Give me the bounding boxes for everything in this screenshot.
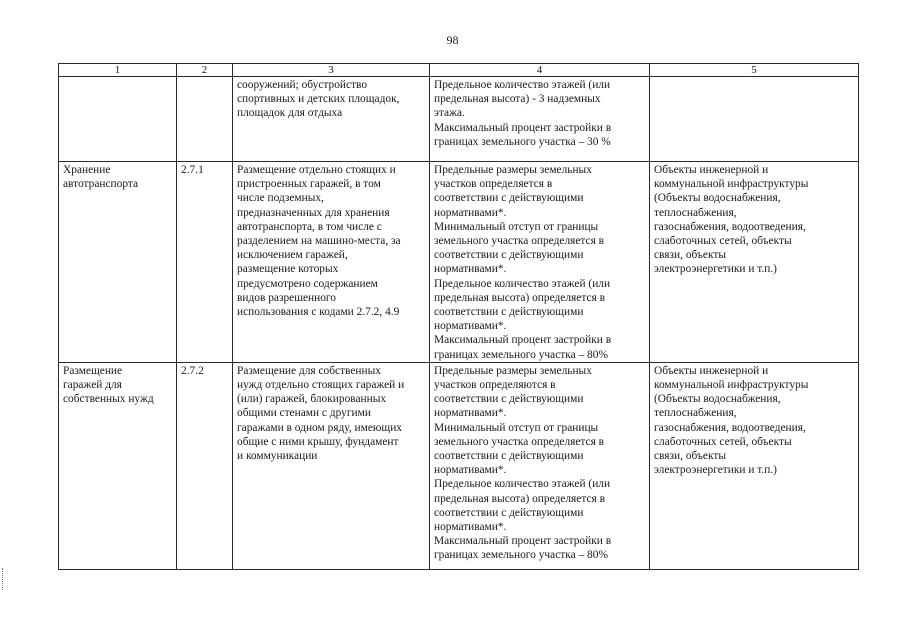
cell-text-line: Размещение для собственных [237, 364, 381, 377]
cell-text-line: земельного участка определяется в [434, 435, 605, 448]
auxiliary-uses-cell [650, 162, 859, 363]
cell-text-line: предназначенных для хранения [237, 206, 390, 219]
cell-text-line: Предельное количество этажей (или [434, 478, 611, 491]
land-use-table [58, 63, 859, 570]
cell-text-line: Размещение отдельно стоящих и [237, 164, 396, 176]
table-row [59, 162, 859, 363]
cell-text-line: нормативами*. [434, 320, 507, 333]
cell-text-line: спортивных и детских площадок, [237, 93, 400, 106]
cell-text-line: предельная высота) - 3 надземных [434, 93, 601, 106]
cell-text-line: Минимальный отступ от границы [434, 220, 599, 233]
use-name-cell [59, 362, 177, 569]
cell-text-line: Предельное количество этажей (или [434, 277, 611, 290]
table-row [59, 77, 859, 162]
page-number: 98 [446, 33, 459, 47]
cell-text-line: границах земельного участка – 80% [434, 348, 608, 361]
cell-text-line: площадок для отдыха [237, 107, 343, 120]
cell-text-line: газоснабжения, водоотведения, [654, 421, 806, 434]
cell-text-line: теплоснабжения, [654, 206, 737, 219]
scan-margin-mark [2, 568, 9, 590]
cell-text-line: автотранспорта [63, 178, 139, 191]
cell-text-line: соответствии с действующими [434, 393, 584, 406]
cell-text-line: числе подземных, [237, 192, 324, 205]
cell-text-line: и коммуникации [237, 450, 318, 463]
cell-text-line: нормативами*. [434, 263, 507, 276]
auxiliary-uses-cell [650, 77, 859, 162]
cell-text-line: Объекты инженерной и [654, 164, 769, 176]
use-description-cell [233, 77, 430, 162]
cell-text-line: Предельное количество этажей (или [434, 79, 611, 91]
cell-text-line: коммунальной инфраструктуры [654, 178, 809, 191]
cell-text-line: предельная высота) определяется в [434, 492, 605, 505]
cell-text-line: границах земельного участка – 30 % [434, 135, 611, 148]
auxiliary-uses-cell [650, 362, 859, 569]
building-parameters-cell [430, 362, 650, 569]
cell-text-line: границах земельного участка – 80% [434, 549, 608, 562]
cell-text-line: видов разрешенного [237, 291, 336, 304]
building-parameters-cell [430, 77, 650, 162]
cell-text-line: соответствии с действующими [434, 249, 584, 262]
cell-text-line: участков определяются в [434, 379, 556, 392]
cell-text-line: Предельные размеры земельных [434, 364, 592, 377]
cell-text-line: Размещение [63, 364, 123, 377]
use-code-cell: 2.7.1 [177, 162, 233, 363]
cell-text-line: нужд отдельно стоящих гаражей и [237, 379, 405, 392]
building-parameters-cell [430, 162, 650, 363]
cell-text-line: общими стенами с другими [237, 407, 371, 420]
cell-text-line: автотранспорта, в том числе с [237, 220, 382, 233]
cell-text-line: Хранение [63, 164, 111, 176]
cell-text-line: Объекты инженерной и [654, 364, 769, 377]
cell-text-line: соответствии с действующими [434, 506, 584, 519]
use-code-cell: 2.7.2 [177, 362, 233, 569]
use-code-cell [177, 77, 233, 162]
cell-text-line: электроэнергетики и т.п.) [654, 464, 777, 477]
cell-text-line: (Объекты водоснабжения, [654, 393, 781, 406]
use-name-cell [59, 162, 177, 363]
cell-text-line: слаботочных сетей, объекты [654, 235, 792, 248]
cell-text-line: нормативами*. [434, 464, 507, 477]
cell-text-line: этажа. [434, 107, 465, 120]
cell-text-line: газоснабжения, водоотведения, [654, 220, 806, 233]
cell-text-line: собственных нужд [63, 393, 154, 406]
use-name-cell [59, 77, 177, 162]
header-col-1: 1 [59, 64, 177, 77]
cell-text-line: размещение которых [237, 263, 339, 276]
cell-text-line: пристроенных гаражей, в том [237, 178, 381, 191]
cell-text-line: предельная высота) определяется в [434, 291, 605, 304]
cell-text-line: предусмотрено содержанием [237, 277, 378, 290]
cell-text-line: Предельные размеры земельных [434, 164, 592, 176]
cell-text-line: Максимальный процент застройки в [434, 535, 612, 548]
use-description-cell [233, 162, 430, 363]
cell-text-line: электроэнергетики и т.п.) [654, 263, 777, 276]
cell-text-line: земельного участка определяется в [434, 235, 605, 248]
cell-text-line: нормативами*. [434, 521, 507, 534]
header-col-2: 2 [177, 64, 233, 77]
cell-text-line: использования с кодами 2.7.2, 4.9 [237, 306, 400, 319]
cell-text-line: нормативами*. [434, 407, 507, 420]
cell-text-line: разделением на машино-места, за [237, 235, 401, 248]
cell-text-line: общие с ними крышу, фундамент [237, 435, 399, 448]
cell-text-line: сооружений; обустройство [237, 79, 368, 91]
header-col-4: 4 [430, 64, 650, 77]
cell-text-line: коммунальной инфраструктуры [654, 379, 809, 392]
use-description-cell [233, 362, 430, 569]
cell-text-line: (Объекты водоснабжения, [654, 192, 781, 205]
cell-text-line: связи, объекты [654, 450, 726, 463]
header-col-5: 5 [650, 64, 859, 77]
cell-text-line: гаражей для [63, 379, 122, 392]
cell-text-line: связи, объекты [654, 249, 726, 262]
cell-text-line: соответствии с действующими [434, 450, 584, 463]
cell-text-line: гаражами в одном ряду, имеющих [237, 421, 402, 434]
cell-text-line: исключением гаражей, [237, 249, 348, 262]
header-col-3: 3 [233, 64, 430, 77]
table-row [59, 362, 859, 569]
cell-text-line: соответствии с действующими [434, 306, 584, 319]
cell-text-line: нормативами*. [434, 206, 507, 219]
cell-text-line: соответствии с действующими [434, 192, 584, 205]
cell-text-line: Максимальный процент застройки в [434, 334, 612, 347]
cell-text-line: Минимальный отступ от границы [434, 421, 599, 434]
cell-text-line: теплоснабжения, [654, 407, 737, 420]
header-row [59, 64, 859, 77]
cell-text-line: слаботочных сетей, объекты [654, 435, 792, 448]
cell-text-line: участков определяется в [434, 178, 553, 191]
cell-text-line: (или) гаражей, блокированных [237, 393, 387, 406]
cell-text-line: Максимальный процент застройки в [434, 121, 612, 134]
